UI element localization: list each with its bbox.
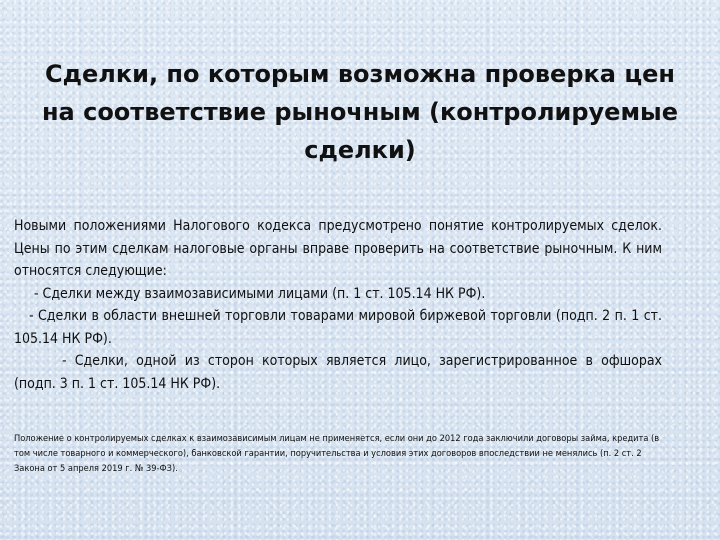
list-item-offshore: - Сделки, одной из сторон которых является лицо, зарегистрированное в офшорах (подп. 3 п. 1 ст. 105.14 НК РФ).: [14, 353, 662, 392]
footnote: Положение о контролируемых сделках к взаимозависимым лицам не применяется, если они до 2012 года заключили договоры займа, кредита (в том числе товарного и коммерческого), банковской гарантии, поручительства и условия этих договоров впоследствии не менялись (п. 2 ст. 2 Закона от 5 апреля 2019 г. № 39-ФЗ).: [14, 433, 660, 474]
slide-body: [14, 215, 662, 395]
list-item-foreign-trade: - Сделки в области внешней торговли товарами мировой биржевой торговли (подп. 2 п. 1 ст. 105.14 НК РФ).: [14, 308, 662, 347]
intro-paragraph: Новыми положениями Налогового кодекса предусмотрено понятие контролируемых сделок. Цены по этим сделкам налоговые органы вправе проверить на соответствие рыночным. К ним относятся следующие:: [14, 218, 662, 279]
title-line-3: сделки): [304, 136, 416, 164]
title-line-1: Сделки, по которым возможна проверка цен: [44, 60, 675, 88]
slide-title: [14, 55, 706, 169]
list-item-interdependent: - Сделки между взаимозависимыми лицами (п. 1 ст. 105.14 НК РФ).: [34, 285, 486, 302]
title-line-2: на соответствие рыночным (контролируемые: [41, 98, 679, 126]
